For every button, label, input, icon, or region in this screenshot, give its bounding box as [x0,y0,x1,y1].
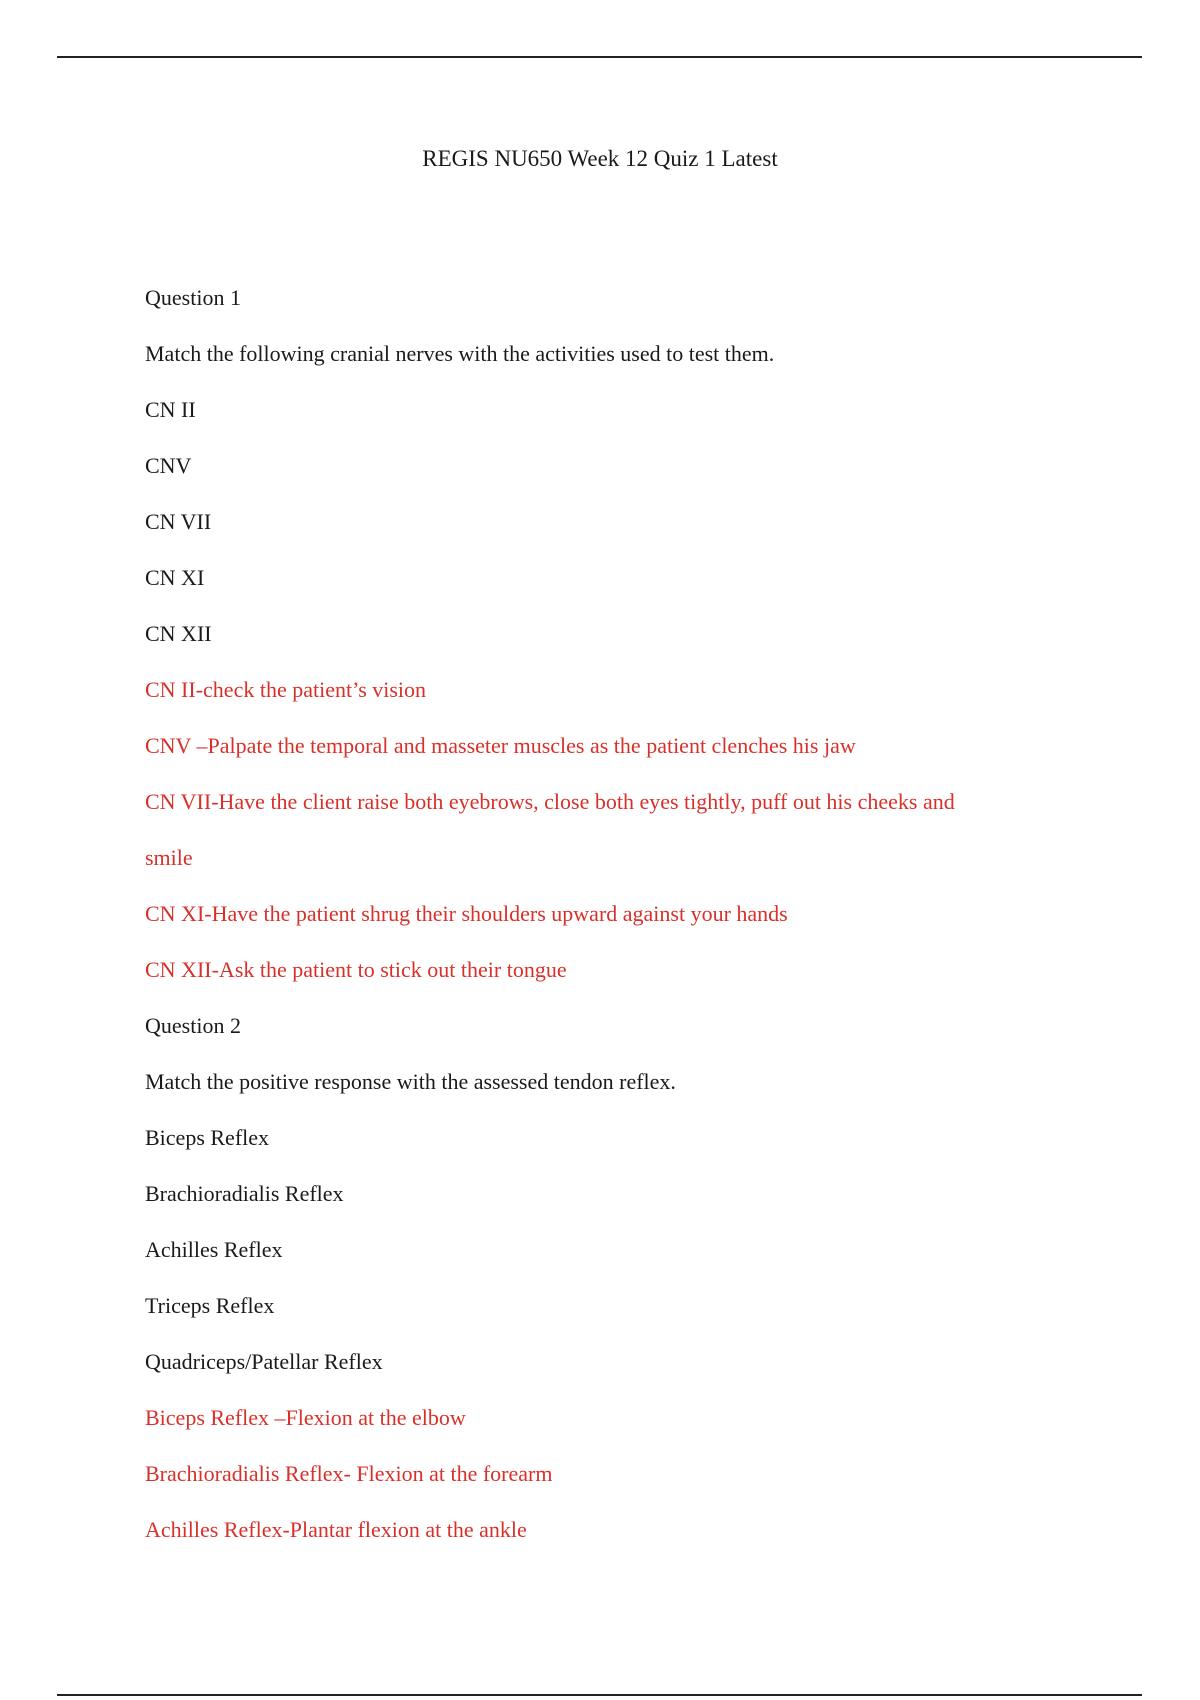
document-title: REGIS NU650 Week 12 Quiz 1 Latest [422,146,778,171]
question-2-prompt: Match the positive response with the assessed tendon reflex. [145,1069,676,1094]
document-body [145,283,1105,1571]
question-2-item: Biceps Reflex [145,1125,270,1150]
question-1-answer: CN II-check the patient’s vision [145,677,427,702]
question-2-item: Brachioradialis Reflex [145,1181,344,1206]
question-1-prompt: Match the following cranial nerves with the activities used to test them. [145,341,775,366]
question-1-answer: CN XII-Ask the patient to stick out their tongue [145,957,567,982]
question-1-item: CN XI [145,565,205,590]
question-1-answer: CN VII-Have the client raise both eyebrows, close both eyes tightly, puff out his cheeks and [145,789,955,814]
question-2-item: Achilles Reflex [145,1237,283,1262]
question-2-item: Quadriceps/Patellar Reflex [145,1349,383,1374]
question-1-item: CN VII [145,509,212,534]
question-2-item: Triceps Reflex [145,1293,275,1318]
top-rule [57,56,1142,58]
bottom-rule [57,1694,1142,1696]
question-1-heading: Question 1 [145,285,241,310]
question-2-heading: Question 2 [145,1013,241,1038]
question-2-answer: Achilles Reflex-Plantar flexion at the ankle [145,1517,527,1542]
question-1-item: CN XII [145,621,212,646]
question-1-answer: CNV –Palpate the temporal and masseter muscles as the patient clenches his jaw [145,733,856,758]
question-2-answer: Biceps Reflex –Flexion at the elbow [145,1405,466,1430]
question-1-answer: CN XI-Have the patient shrug their shoulders upward against your hands [145,901,788,926]
question-1-answer-continued: smile [145,845,193,870]
question-2-answer: Brachioradialis Reflex- Flexion at the forearm [145,1461,553,1486]
question-1-item: CNV [145,453,192,478]
question-1-item: CN II [145,397,196,422]
